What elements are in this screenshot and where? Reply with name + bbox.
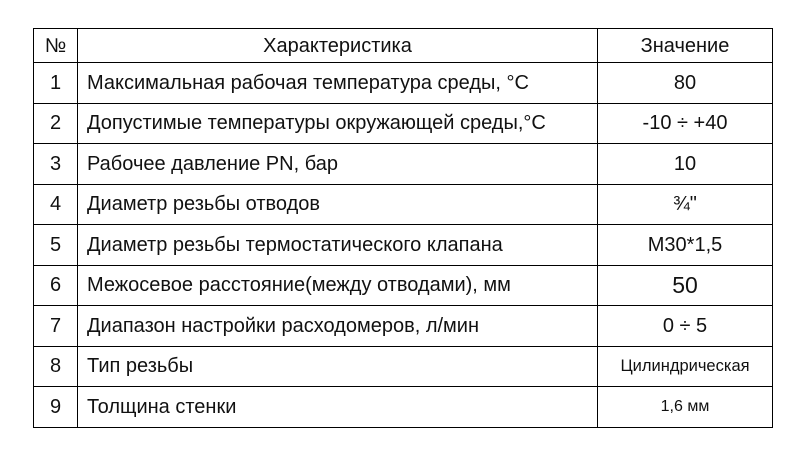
row-value: 10 bbox=[598, 144, 773, 185]
header-number: № bbox=[34, 29, 78, 63]
specifications-table bbox=[33, 28, 773, 428]
table-row bbox=[34, 144, 773, 185]
row-value: -10 ÷ +40 bbox=[598, 103, 773, 144]
row-value: 1,6 мм bbox=[598, 387, 773, 428]
table-row bbox=[34, 346, 773, 387]
table-row bbox=[34, 63, 773, 104]
row-number: 4 bbox=[34, 184, 78, 225]
row-number: 8 bbox=[34, 346, 78, 387]
table-header-row bbox=[34, 29, 773, 63]
row-characteristic: Диаметр резьбы отводов bbox=[78, 184, 598, 225]
row-number: 9 bbox=[34, 387, 78, 428]
row-number: 2 bbox=[34, 103, 78, 144]
row-number: 3 bbox=[34, 144, 78, 185]
row-value: Цилиндрическая bbox=[598, 346, 773, 387]
row-value: ¾" bbox=[598, 184, 773, 225]
row-value: 50 bbox=[598, 265, 773, 306]
row-characteristic: Максимальная рабочая температура среды, °С bbox=[78, 63, 598, 104]
row-value: М30*1,5 bbox=[598, 225, 773, 266]
row-number: 1 bbox=[34, 63, 78, 104]
row-characteristic: Рабочее давление PN, бар bbox=[78, 144, 598, 185]
table-row bbox=[34, 265, 773, 306]
row-number: 5 bbox=[34, 225, 78, 266]
header-characteristic: Характеристика bbox=[78, 29, 598, 63]
table-row bbox=[34, 306, 773, 347]
table-row bbox=[34, 225, 773, 266]
row-characteristic: Диаметр резьбы термостатического клапана bbox=[78, 225, 598, 266]
row-value: 80 bbox=[598, 63, 773, 104]
row-value: 0 ÷ 5 bbox=[598, 306, 773, 347]
row-characteristic: Диапазон настройки расходомеров, л/мин bbox=[78, 306, 598, 347]
row-number: 6 bbox=[34, 265, 78, 306]
table-row bbox=[34, 103, 773, 144]
row-characteristic: Толщина стенки bbox=[78, 387, 598, 428]
row-characteristic: Тип резьбы bbox=[78, 346, 598, 387]
table-row bbox=[34, 184, 773, 225]
row-number: 7 bbox=[34, 306, 78, 347]
table-row bbox=[34, 387, 773, 428]
row-characteristic: Межосевое расстояние(между отводами), мм bbox=[78, 265, 598, 306]
header-value: Значение bbox=[598, 29, 773, 63]
row-characteristic: Допустимые температуры окружающей среды,°С bbox=[78, 103, 598, 144]
